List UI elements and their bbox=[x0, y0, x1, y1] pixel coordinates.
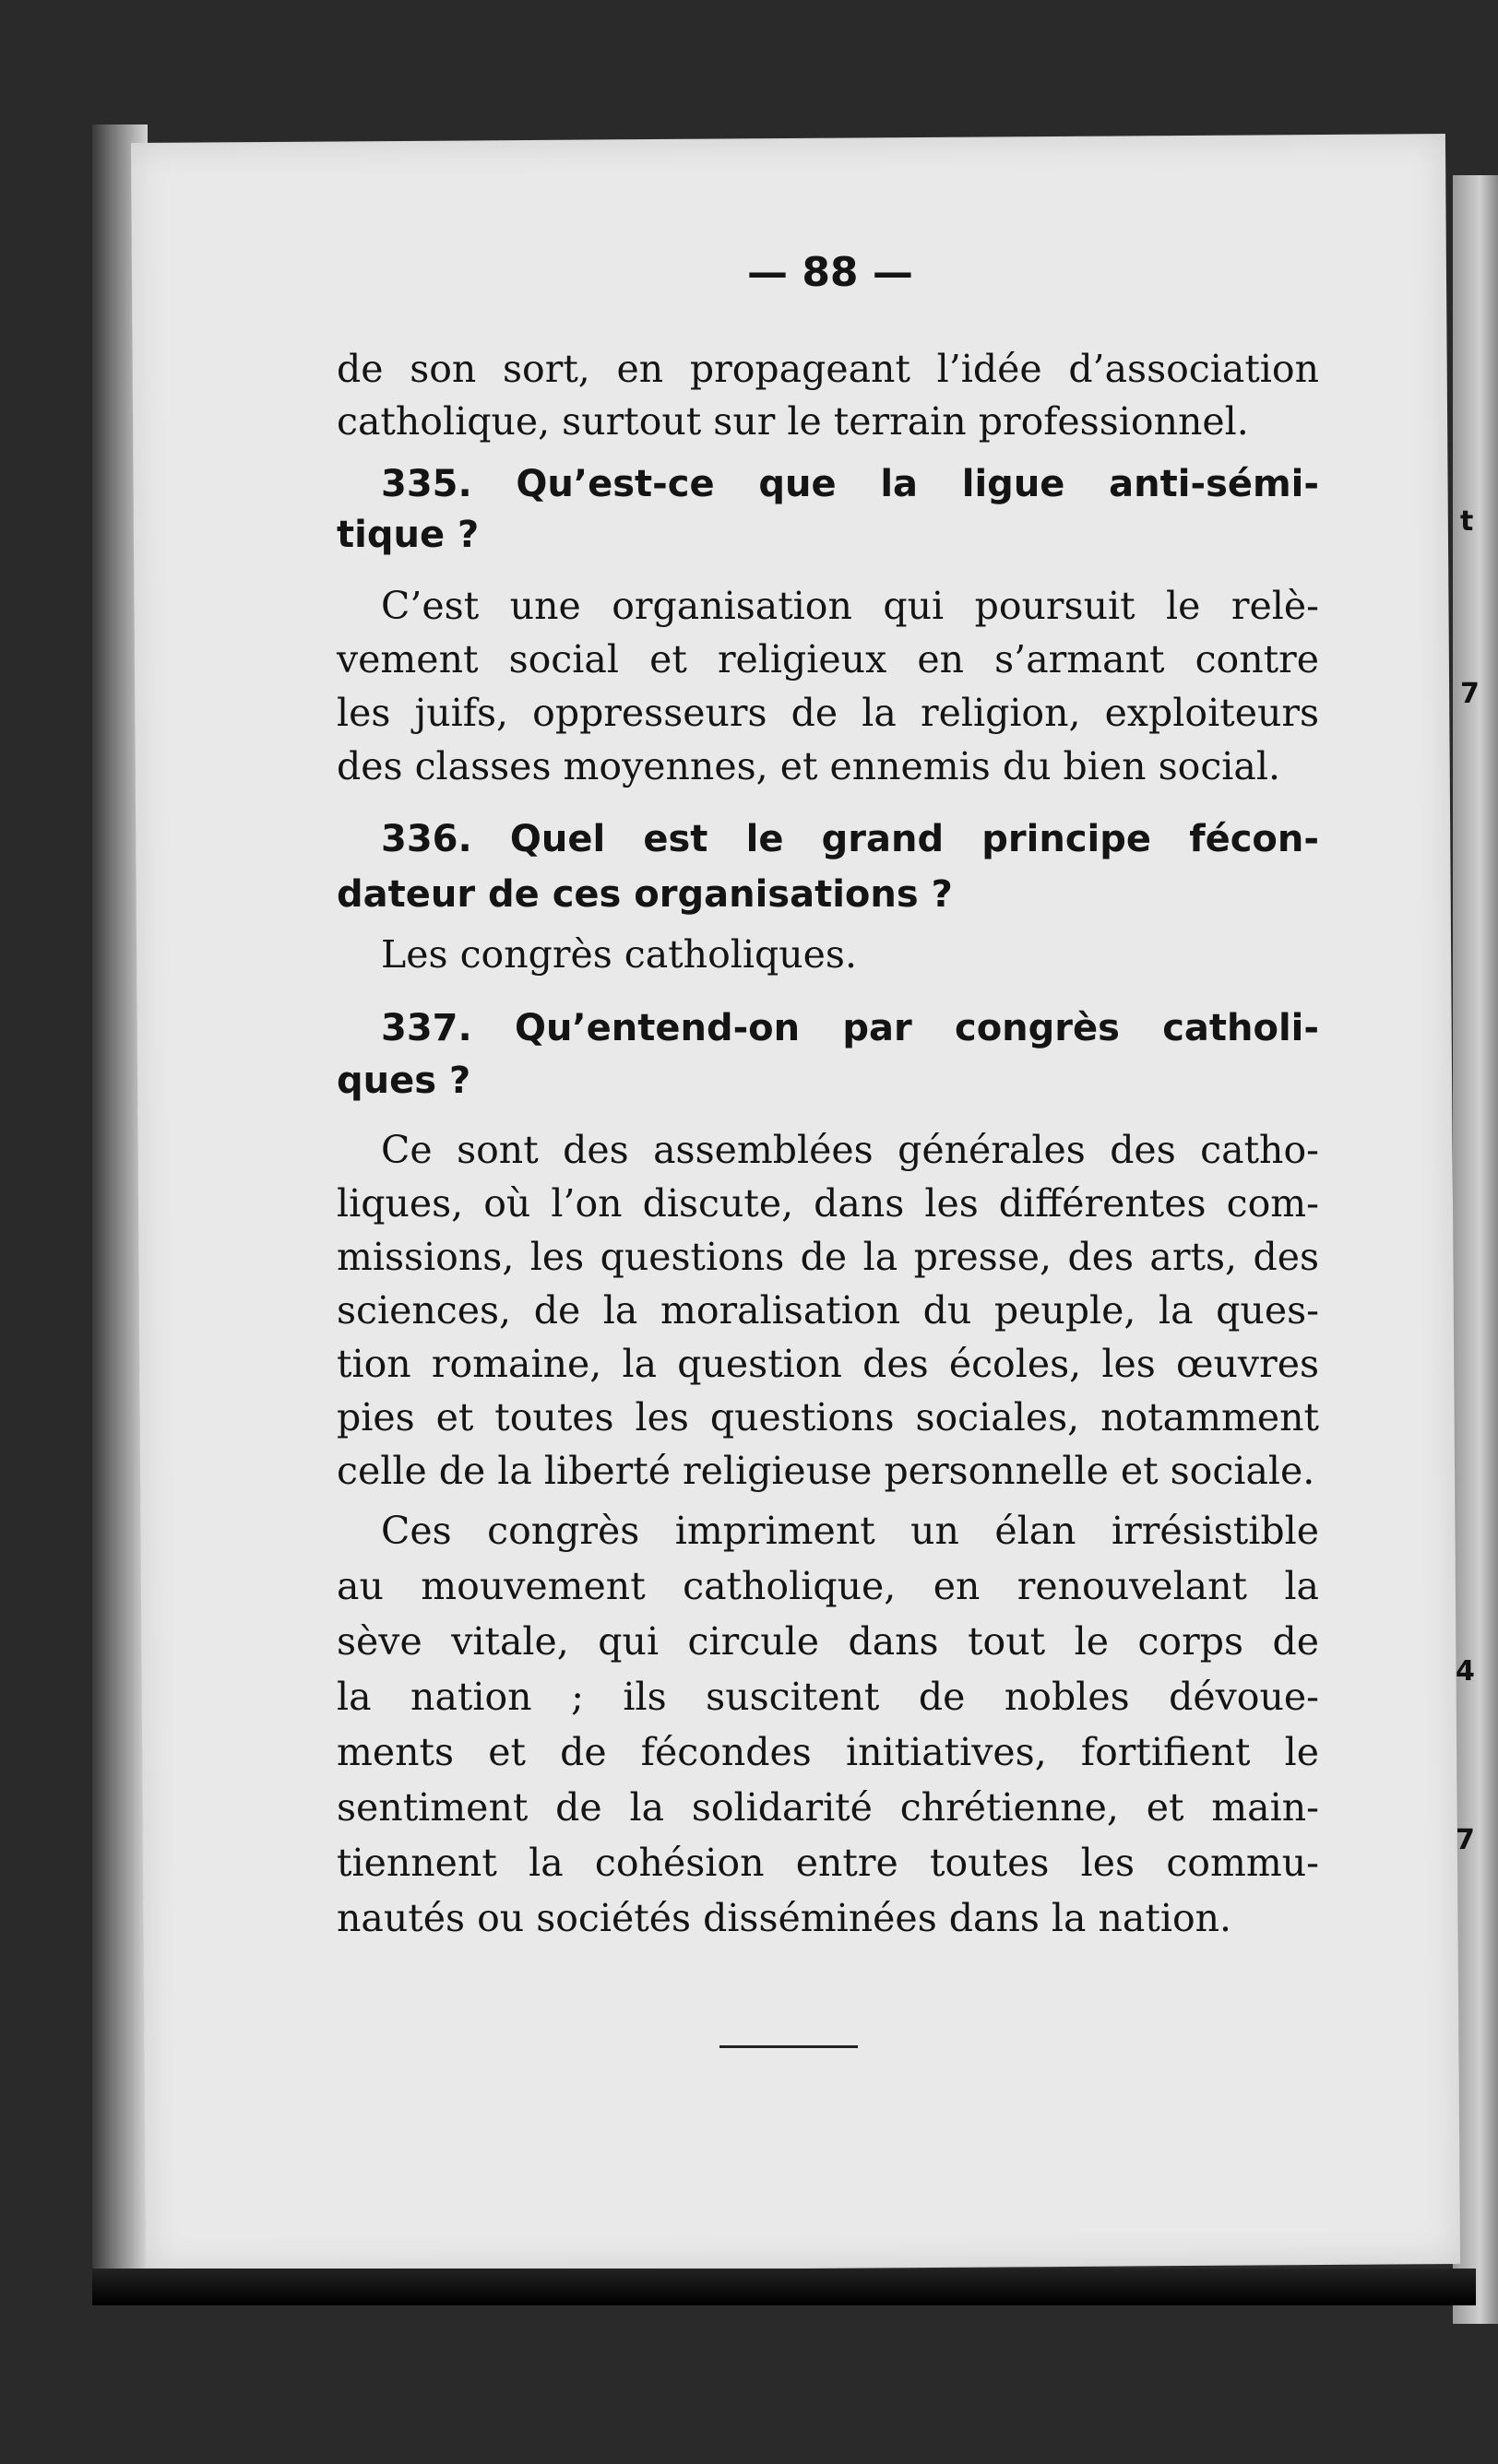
text-line: liques, où l’on discute, dans les différentes com- bbox=[337, 1181, 1319, 1226]
question-heading: tique ? bbox=[337, 514, 480, 556]
text-line: ments et de fécondes initiatives, fortifient le bbox=[337, 1730, 1319, 1774]
text-line: celle de la liberté religieuse personnelle et sociale. bbox=[337, 1449, 1315, 1493]
question-heading: dateur de ces organisations ? bbox=[337, 873, 953, 916]
text-line: tiennent la cohésion entre toutes les commu- bbox=[337, 1841, 1319, 1885]
text-line: sciences, de la moralisation du peuple, la ques- bbox=[337, 1288, 1319, 1333]
text-line: sève vitale, qui circule dans tout le corps de bbox=[337, 1619, 1319, 1664]
text-line: C’est une organisation qui poursuit le relè- bbox=[381, 584, 1319, 628]
text-line: tion romaine, la question des écoles, les œuvres bbox=[337, 1342, 1319, 1386]
text-line: Ce sont des assemblées générales des catho- bbox=[381, 1128, 1319, 1172]
text-line: missions, les questions de la presse, des arts, des bbox=[337, 1235, 1319, 1279]
question-heading: ques ? bbox=[337, 1060, 471, 1102]
margin-mark: 4 bbox=[1456, 1655, 1475, 1688]
question-heading: 337. Qu’entend-on par congrès catholi- bbox=[381, 1007, 1319, 1049]
text-line: nautés ou sociétés disséminées dans la nation. bbox=[337, 1896, 1232, 1940]
margin-mark: 7 bbox=[1460, 678, 1480, 710]
adjacent-page-strip bbox=[1453, 175, 1498, 2324]
margin-mark: 7 bbox=[1456, 1824, 1475, 1856]
end-rule-divider bbox=[719, 2045, 858, 2048]
question-heading: 336. Quel est le grand principe fécon- bbox=[381, 818, 1319, 860]
page-number: — 88 — bbox=[747, 249, 913, 296]
text-line: catholique, surtout sur le terrain professionnel. bbox=[337, 399, 1249, 444]
bottom-shadow bbox=[92, 2269, 1476, 2305]
text-line: Les congrès catholiques. bbox=[381, 932, 857, 977]
margin-mark: t bbox=[1460, 505, 1474, 538]
question-heading: 335. Qu’est-ce que la ligue anti-sémi- bbox=[381, 463, 1319, 505]
text-line: la nation ; ils suscitent de nobles dévoue- bbox=[337, 1675, 1319, 1719]
text-line: de son sort, en propageant l’idée d’association bbox=[337, 347, 1319, 391]
text-line: pies et toutes les questions sociales, notamment bbox=[337, 1395, 1319, 1439]
text-line: au mouvement catholique, en renouvelant la bbox=[337, 1564, 1319, 1608]
text-line: les juifs, oppresseurs de la religion, exploiteurs bbox=[337, 691, 1319, 735]
text-line: sentiment de la solidarité chrétienne, et main- bbox=[337, 1785, 1319, 1830]
text-line: des classes moyennes, et ennemis du bien social. bbox=[337, 744, 1280, 788]
text-line: Ces congrès impriment un élan irrésistible bbox=[381, 1509, 1319, 1553]
text-line: vement social et religieux en s’armant contre bbox=[337, 637, 1319, 681]
